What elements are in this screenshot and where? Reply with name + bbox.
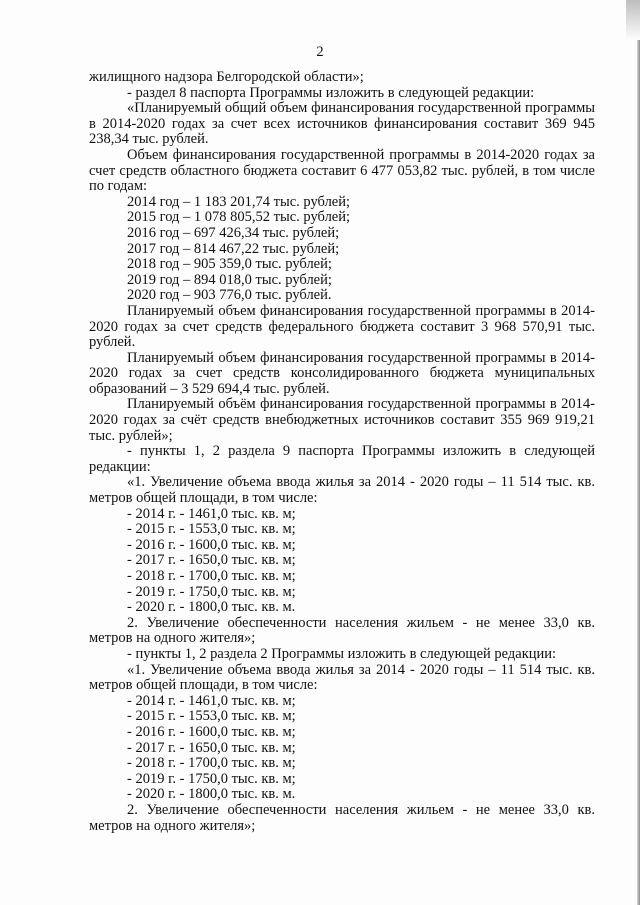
page-number: 2 (316, 44, 324, 60)
paragraph-section2-intro: - пункты 1, 2 раздела 2 Программы изложить в следующей редакции: (127, 645, 557, 662)
budget-by-year-list (89, 195, 595, 304)
housing-year-item: - 2017 г. - 1650,0 тыс. кв. м; (127, 739, 296, 756)
housing-year-item: - 2016 г. - 1600,0 тыс. кв. м; (127, 536, 296, 553)
paragraph-extrabudgetary: Планируемый объём финансирования государственной программы в 2014-2020 годах за счёт средств внебюджетных источников составит 355 969 919,21 тыс. рублей»; (89, 396, 595, 444)
budget-year-item: 2015 год – 1 078 805,52 тыс. рублей; (127, 209, 351, 226)
housing-year-item: - 2015 г. - 1553,0 тыс. кв. м; (127, 521, 296, 538)
housing-year-item: - 2014 г. - 1461,0 тыс. кв. м; (127, 505, 296, 522)
paragraph-section8-intro: - раздел 8 паспорта Программы изложить в следующей редакции: (127, 84, 535, 101)
section2-housing-list (89, 694, 595, 803)
housing-year-item: - 2020 г. - 1800,0 тыс. кв. м. (127, 599, 296, 616)
paragraph-federal-budget: Планируемый объем финансирования государственной программы в 2014-2020 годах за счет средств федерального бюджета составит 3 968 570,91 тыс. рублей. (89, 302, 595, 351)
paragraph-section9-point1: «1. Увеличение объема ввода жилья за 2014 - 2020 годы – 11 514 тыс. кв. метров общей площади, в том числе: (89, 474, 595, 507)
housing-year-item: - 2015 г. - 1553,0 тыс. кв. м; (127, 708, 296, 725)
paragraph-section9-point2: 2. Увеличение обеспеченности населения жильем - не менее 33,0 кв. метров на одного жителя»; (89, 614, 595, 647)
housing-year-item: - 2018 г. - 1700,0 тыс. кв. м; (127, 755, 296, 772)
budget-year-item: 2018 год – 905 359,0 тыс. рублей; (127, 256, 332, 273)
paragraph-section2-point2: 2. Увеличение обеспеченности населения жильем - не менее 33,0 кв. метров на одного жителя»; (89, 801, 595, 834)
document-body (89, 70, 595, 834)
housing-year-item: - 2018 г. - 1700,0 тыс. кв. м; (127, 568, 296, 584)
budget-year-item: 2014 год – 1 183 201,74 тыс. рублей; (127, 193, 351, 210)
section9-housing-list (89, 507, 595, 616)
paragraph-continuation: жилищного надзора Белгородской области»; (89, 69, 364, 85)
paragraph-regional-budget: Объем финансирования государственной программы в 2014-2020 годах за счет средств областного бюджета составит 6 477 053,82 тыс. рублей, в том числе по годам: (89, 146, 595, 195)
budget-year-item: 2017 год – 814 467,22 тыс. рублей; (127, 240, 340, 257)
paragraph-section9-intro: - пункты 1, 2 раздела 9 паспорта Программы изложить в следующей редакции: (89, 443, 595, 475)
paragraph-total-funding: «Планируемый общий объем финансирования государственной программы в 2014-2020 годах за счет всех источников финансирования составит 369 945 238,34 тыс. рублей. (89, 100, 595, 148)
housing-year-item: - 2016 г. - 1600,0 тыс. кв. м; (127, 723, 296, 740)
housing-year-item: - 2019 г. - 1750,0 тыс. кв. м; (127, 583, 296, 600)
scan-corner-shadow (626, 0, 640, 40)
housing-year-item: - 2019 г. - 1750,0 тыс. кв. м; (127, 770, 296, 787)
housing-year-item: - 2014 г. - 1461,0 тыс. кв. м; (127, 692, 296, 709)
housing-year-item: - 2020 г. - 1800,0 тыс. кв. м. (127, 786, 296, 803)
housing-year-item: - 2017 г. - 1650,0 тыс. кв. м; (127, 552, 296, 569)
paragraph-section2-point1: «1. Увеличение объема ввода жилья за 2014 - 2020 годы – 11 514 тыс. кв. метров общей площади, в том числе: (89, 661, 595, 694)
paragraph-municipal-budget: Планируемый объем финансирования государственной программы в 2014-2020 годах за счет средств консолидированного бюджета муниципальных образований – 3 529 694,4 тыс. рублей. (89, 349, 595, 397)
budget-year-item: 2019 год – 894 018,0 тыс. рублей; (127, 271, 332, 288)
budget-year-item: 2016 год – 697 426,34 тыс. рублей; (127, 224, 340, 241)
budget-year-item: 2020 год – 903 776,0 тыс. рублей. (127, 287, 332, 304)
